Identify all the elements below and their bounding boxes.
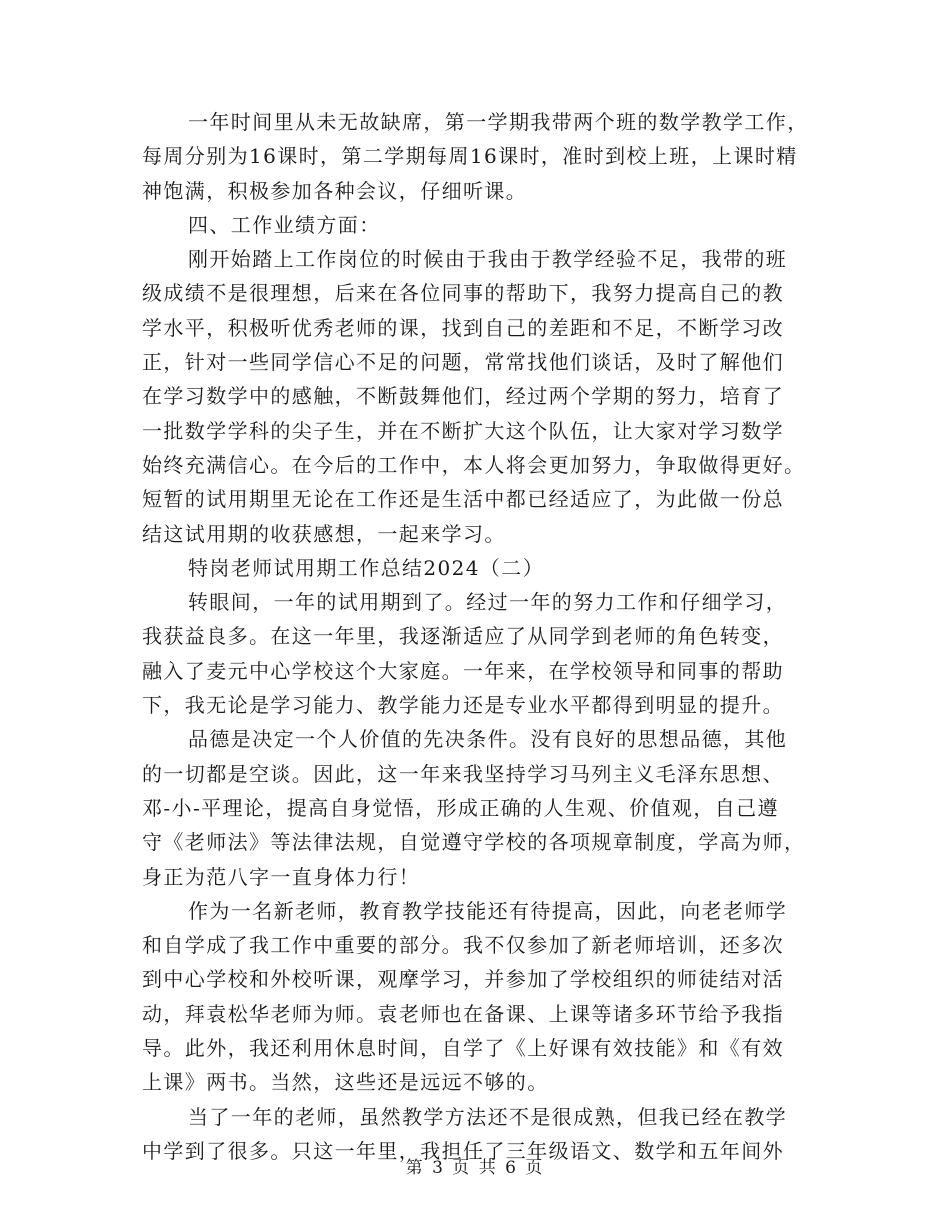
text-line: 融入了麦元中心学校这个大家庭。一年来，在学校领导和同事的帮助 xyxy=(142,658,784,683)
text-line: 正，针对一些同学信心不足的问题，常常找他们谈话，及时了解他们 xyxy=(142,350,784,375)
document-body xyxy=(142,105,812,1168)
text-line: 始终充满信心。在今后的工作中，本人将会更加努力，争取做得更好。 xyxy=(142,452,806,477)
text-line: 短暂的试用期里无论在工作还是生活中都已经适应了，为此做一份总 xyxy=(142,487,784,512)
text-line: 和自学成了我工作中重要的部分。我不仅参加了新老师培训，还多次 xyxy=(142,933,784,958)
text-line: 守《老师法》等法律法规，自觉遵守学校的各项规章制度，学高为师， xyxy=(142,830,806,855)
text-line: 的一切都是空谈。因此，这一年来我坚持学习马列主义毛泽东思想、 xyxy=(142,761,784,786)
text-line: 上课》两书。当然，这些还是远远不够的。 xyxy=(142,1070,549,1095)
text-line: 神饱满，积极参加各种会议，仔细听课。 xyxy=(142,178,528,203)
text-line: 一年时间里从未无故缺席，第一学期我带两个班的数学教学工作， xyxy=(188,110,809,134)
text-line: 四、工作业绩方面： xyxy=(188,212,381,237)
text-line: 身正为范八字一直身体力行！ xyxy=(142,864,421,889)
text-line: 导。此外，我还利用休息时间，自学了《上好课有效技能》和《有效 xyxy=(142,1036,784,1061)
text-line: 转眼间，一年的试用期到了。经过一年的努力工作和仔细学习， xyxy=(188,590,788,615)
text-line: 我获益良多。在这一年里，我逐渐适应了从同学到老师的角色转变， xyxy=(142,624,784,649)
text-line: 特岗老师试用期工作总结2024（二） xyxy=(188,555,545,580)
text-line: 级成绩不是很理想，后来在各位同事的帮助下，我努力提高自己的教 xyxy=(142,281,784,306)
text-line: 结这试用期的收获感想，一起来学习。 xyxy=(142,521,506,546)
text-line: 动，拜袁松华老师为师。袁老师也在备课、上课等诸多环节给予我指 xyxy=(142,1001,784,1026)
text-line: 一批数学学科的尖子生，并在不断扩大这个队伍，让大家对学习数学 xyxy=(142,418,784,443)
text-line: 在学习数学中的感触，不断鼓舞他们，经过两个学期的努力，培育了 xyxy=(142,384,784,409)
page-number-footer: 第 3 页 共 6 页 xyxy=(405,1158,545,1178)
text-line: 每周分别为16课时，第二学期每周16课时，准时到校上班，上课时精 xyxy=(142,144,798,169)
text-line: 学水平，积极听优秀老师的课，找到自己的差距和不足，不断学习改 xyxy=(142,315,784,340)
text-line: 邓-小-平理论，提高自身觉悟，形成正确的人生观、价值观，自己遵 xyxy=(142,795,779,820)
text-line: 当了一年的老师，虽然教学方法还不是很成熟，但我已经在教学 xyxy=(188,1104,788,1129)
text-line: 到中心学校和外校听课，观摩学习，并参加了学校组织的师徒结对活 xyxy=(142,967,784,992)
text-line: 品德是决定一个人价值的先决条件。没有良好的思想品德，其他 xyxy=(188,727,788,752)
text-line: 作为一名新老师，教育教学技能还有待提高，因此，向老老师学 xyxy=(188,898,788,923)
text-line: 中学到了很多。只这一年里，我担任了三年级语文、数学和五年间外 xyxy=(142,1138,784,1163)
text-line: 刚开始踏上工作岗位的时候由于我由于教学经验不足，我带的班 xyxy=(188,247,788,272)
text-line: 下，我无论是学习能力、教学能力还是专业水平都得到明显的提升。 xyxy=(142,693,784,718)
